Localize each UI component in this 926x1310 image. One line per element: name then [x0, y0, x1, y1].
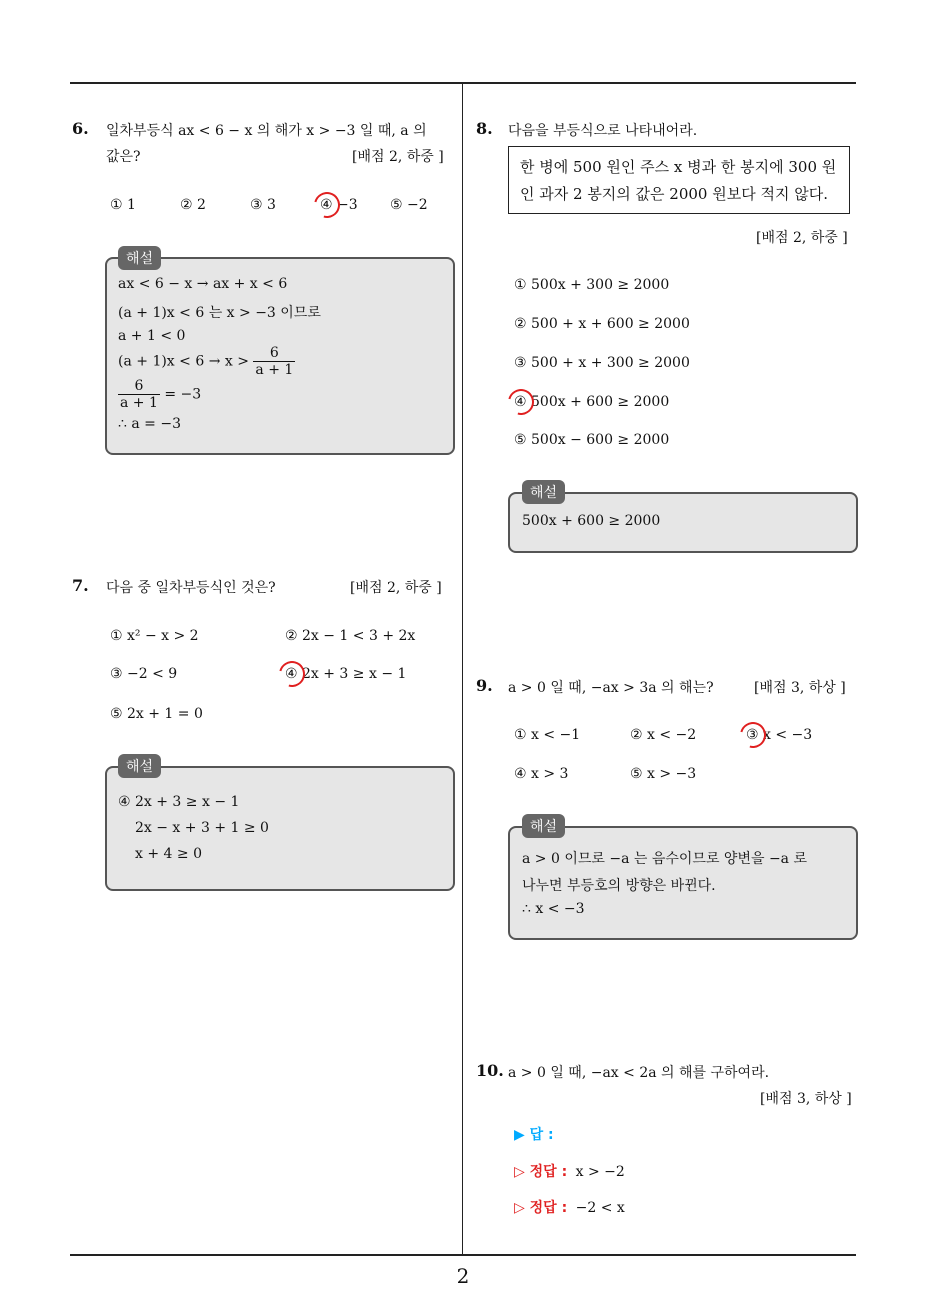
q6-fraction-2	[118, 378, 160, 411]
q6-points: [배점 2, 하중 ]	[352, 149, 444, 165]
q9-explain-line-1: a > 0 이므로 −a 는 음수이므로 양변을 −a 로	[522, 851, 808, 867]
q6-explanation-tag: 해설	[118, 246, 161, 270]
q7-choice-3[interactable]: ③ −2 < 9	[110, 666, 178, 682]
q10-correct-2-label: ▷ 정답 :	[514, 1200, 568, 1216]
q7-explanation-tag: 해설	[118, 754, 161, 778]
q6-choice-3[interactable]: ③ 3	[250, 197, 276, 213]
q9-question: a > 0 일 때, −ax > 3a 의 해는?	[508, 680, 714, 696]
top-rule	[70, 82, 856, 84]
q8-number: 8.	[476, 119, 493, 138]
q8-explanation-tag: 해설	[522, 480, 565, 504]
q6-choice-5[interactable]: ⑤ −2	[390, 197, 428, 213]
q9-explain-line-2: 나누면 부등호의 방향은 바뀐다.	[522, 878, 716, 894]
q7-choice-1[interactable]: ① x² − x > 2	[110, 628, 199, 644]
q6-choice-4[interactable]: ④ −3	[320, 197, 358, 213]
q7-explain-line-2: 2x − x + 3 + 1 ≥ 0	[135, 820, 269, 836]
q10-answer-input-label[interactable]: ▶ 답 :	[514, 1127, 554, 1143]
q8-points: [배점 2, 하중 ]	[756, 230, 848, 246]
q8-explain-line-1: 500x + 600 ≥ 2000	[522, 513, 661, 529]
q9-explanation-tag: 해설	[522, 814, 565, 838]
q8-choice-5[interactable]: ⑤ 500x − 600 ≥ 2000	[514, 432, 670, 448]
q7-number: 7.	[72, 576, 89, 595]
q8-answer-circle-mark	[503, 384, 539, 420]
bottom-rule	[70, 1254, 856, 1256]
q10-correct-1-value: x > −2	[575, 1164, 625, 1180]
q6-number: 6.	[72, 119, 89, 138]
page-number: 2	[456, 1264, 470, 1288]
q9-points: [배점 3, 하상 ]	[754, 680, 846, 696]
q6-answer-circle-mark	[309, 187, 345, 223]
q6-choice-2[interactable]: ② 2	[180, 197, 206, 213]
q6-explain-line-1: ax < 6 − x → ax + x < 6	[118, 276, 288, 292]
q7-choice-4[interactable]: ④ 2x + 3 ≥ x − 1	[285, 666, 407, 682]
q6-fraction-1	[253, 345, 295, 378]
q6-fraction-1-denominator: a + 1	[255, 362, 294, 378]
q9-number: 9.	[476, 676, 493, 695]
q6-explain-line-4	[118, 345, 295, 378]
q6-explain-line-5-text: = −3	[164, 386, 202, 403]
q8-choice-3[interactable]: ③ 500 + x + 300 ≥ 2000	[514, 355, 690, 371]
q6-explain-line-5	[118, 378, 201, 411]
q7-choice-2[interactable]: ② 2x − 1 < 3 + 2x	[285, 628, 416, 644]
q6-question-line2: 값은?	[106, 149, 141, 165]
q7-choice-5[interactable]: ⑤ 2x + 1 = 0	[110, 706, 203, 722]
q10-correct-answer-2	[514, 1197, 625, 1217]
q9-explain-line-3: ∴ x < −3	[522, 901, 585, 917]
q9-choice-3[interactable]: ③ x < −3	[746, 727, 813, 743]
q8-question: 다음을 부등식으로 나타내어라.	[508, 123, 698, 139]
q8-choice-1[interactable]: ① 500x + 300 ≥ 2000	[514, 277, 670, 293]
q7-question: 다음 중 일차부등식인 것은?	[106, 580, 276, 596]
q9-choice-1[interactable]: ① x < −1	[514, 727, 581, 743]
q9-choice-4[interactable]: ④ x > 3	[514, 766, 569, 782]
q10-points: [배점 3, 하상 ]	[760, 1091, 852, 1107]
q10-correct-2-value: −2 < x	[575, 1200, 625, 1216]
q6-fraction-2-numerator: 6	[118, 378, 160, 395]
q9-choice-2[interactable]: ② x < −2	[630, 727, 697, 743]
q7-explain-line-1: ④ 2x + 3 ≥ x − 1	[118, 794, 240, 810]
q6-fraction-2-denominator: a + 1	[120, 395, 158, 411]
q6-explain-line-2: (a + 1)x < 6 는 x > −3 이므로	[118, 305, 321, 321]
q6-fraction-1-numerator: 6	[253, 345, 295, 362]
q8-choice-4[interactable]: ④ 500x + 600 ≥ 2000	[514, 394, 670, 410]
q8-choice-2[interactable]: ② 500 + x + 600 ≥ 2000	[514, 316, 690, 332]
q8-box-line-2: 인 과자 2 봉지의 값은 2000 원보다 적지 않다.	[520, 185, 828, 203]
q10-question: a > 0 일 때, −ax < 2a 의 해를 구하여라.	[508, 1065, 770, 1081]
q6-choice-1[interactable]: ① 1	[110, 197, 136, 213]
q7-explain-line-3: x + 4 ≥ 0	[135, 846, 202, 862]
q10-correct-answer-1	[514, 1161, 625, 1181]
q7-points: [배점 2, 하중 ]	[350, 580, 442, 596]
q9-choice-5[interactable]: ⑤ x > −3	[630, 766, 697, 782]
column-divider	[462, 84, 463, 1256]
q8-box-line-1: 한 병에 500 원인 주스 x 병과 한 봉지에 300 원	[520, 158, 837, 176]
q6-explain-line-6: ∴ a = −3	[118, 416, 181, 432]
q10-correct-1-label: ▷ 정답 :	[514, 1164, 568, 1180]
q6-question-line1: 일차부등식 ax < 6 − x 의 해가 x > −3 일 때, a 의	[106, 123, 427, 139]
q6-explain-line-3: a + 1 < 0	[118, 328, 186, 344]
q9-answer-circle-mark	[735, 717, 771, 753]
q7-answer-circle-mark	[274, 656, 310, 692]
q10-number: 10.	[476, 1061, 504, 1080]
q6-explain-line-4-text: (a + 1)x < 6 → x >	[118, 353, 249, 370]
